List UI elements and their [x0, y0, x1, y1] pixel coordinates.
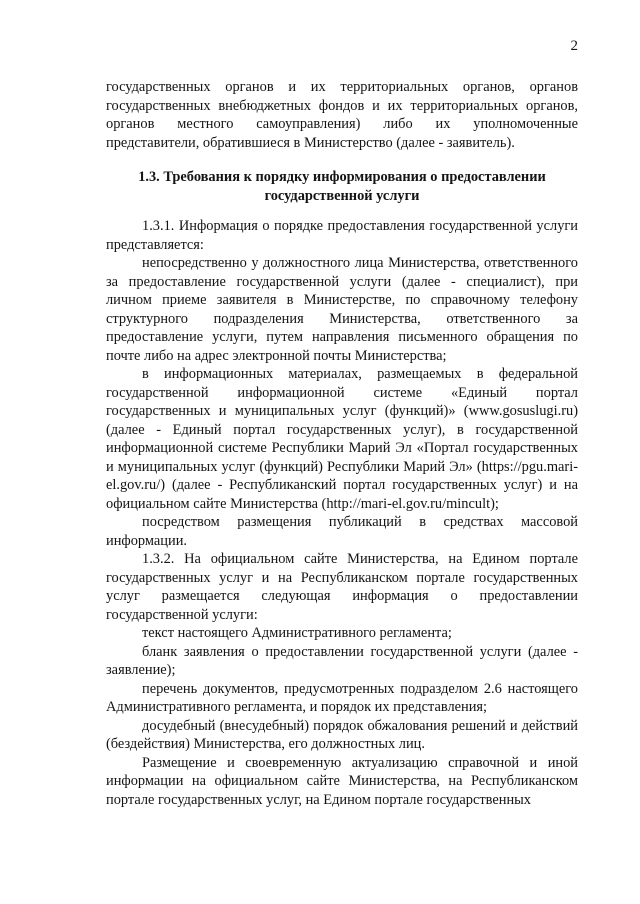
paragraph-application-form: бланк заявления о предоставлении государственной услуги (далее - заявление);	[106, 643, 578, 678]
section-heading	[106, 168, 578, 205]
section-heading-line-2: государственной услуги	[264, 187, 420, 204]
paragraph-1-3-1: 1.3.1. Информация о порядке предоставления государственной услуги представляется:	[106, 218, 578, 253]
page-number: 2	[570, 38, 578, 54]
paragraph-info-materials: в информационных материалах, размещаемых в федеральной государственной информационной системе «Единый портал государственных и муниципальных услуг (функций)» (www.gosuslugi.ru) (далее - Единый портал государственных услуг), в государственной информационной системе Республики Марий Эл «Портал государственных и муниципальных услуг (функций) Республики Марий Эл» (https://pgu.mari-el.gov.ru/) (далее - Республиканский портал государственных услуг) и на официальном сайте Министерства (http://mari-el.gov.ru/mincult);	[106, 366, 578, 512]
paragraph-continuation: государственных органов и их территориальных органов, органов государственных внебюджетных фондов и их территориальных органов, органов местного самоуправления) либо их уполномоченные представители, обратившиеся в Министерство (далее - заявитель).	[106, 79, 578, 151]
paragraph-placement-update: Размещение и своевременную актуализацию справочной и иной информации на официальном сайте Министерства, на Республиканском портале государственных услуг, на Едином портале государственных	[106, 754, 578, 808]
paragraph-documents-list: перечень документов, предусмотренных подразделом 2.6 настоящего Административного регламента, и порядок их представления;	[106, 680, 578, 715]
section-heading-line-1: 1.3. Требования к порядку информирования о предоставлении	[138, 169, 546, 185]
paragraph-direct-contact: непосредственно у должностного лица Министерства, ответственного за предоставление государственной услуги (далее - специалист), при личном приеме заявителя в Министерстве, по справочному телефону структурного подразделения Министерства, ответственного за предоставление услуги, путем направления письменного обращения по почте либо на адрес электронной почты Министерства;	[106, 255, 578, 364]
paragraph-mass-media: посредством размещения публикаций в средствах массовой информации.	[106, 514, 578, 549]
document-body	[106, 78, 578, 809]
paragraph-appeal-procedure: досудебный (внесудебный) порядок обжалования решений и действий (бездействия) Министерства, его должностных лиц.	[106, 717, 578, 752]
paragraph-1-3-2: 1.3.2. На официальном сайте Министерства, на Едином портале государственных услуг и на Республиканском портале государственных услуг размещается следующая информация о предоставлении государственной услуги:	[106, 551, 578, 623]
paragraph-regulation-text: текст настоящего Административного регламента;	[142, 625, 452, 641]
